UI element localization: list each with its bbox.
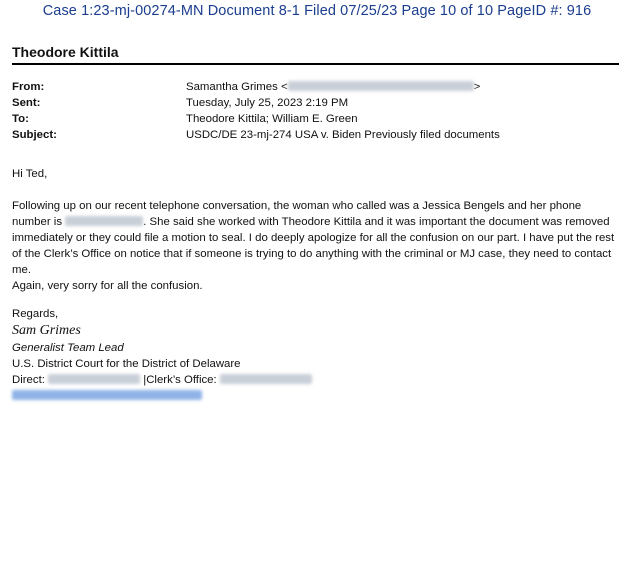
sent-value: Tuesday, July 25, 2023 2:19 PM bbox=[186, 97, 349, 109]
to-value: Theodore Kittila; William E. Green bbox=[186, 113, 358, 125]
from-name: Samantha Grimes < bbox=[186, 81, 288, 93]
job-title: Generalist Team Lead bbox=[12, 342, 124, 354]
greeting: Hi Ted, bbox=[12, 168, 48, 180]
from-value-end: > bbox=[473, 81, 481, 93]
regards: Regards, bbox=[12, 308, 59, 320]
contact-line: Direct: |Clerk’s Office: bbox=[12, 372, 620, 388]
redacted-phone-number bbox=[65, 216, 143, 226]
signature: Sam Grimes bbox=[12, 323, 81, 338]
email-body bbox=[12, 166, 620, 404]
mailbox-owner-name: Theodore Kittila bbox=[12, 44, 119, 60]
subject-value: USDC/DE 23-mj-274 USA v. Biden Previously filed documents bbox=[186, 129, 500, 141]
case-header: Case 1:23-mj-00274-MN Document 8-1 Filed 07/25/23 Page 10 of 10 PageID #: 916 bbox=[42, 3, 592, 19]
to-label: To: bbox=[12, 113, 29, 125]
subject-label: Subject: bbox=[12, 129, 57, 141]
header-divider bbox=[12, 63, 619, 65]
sent-label: Sent: bbox=[12, 97, 41, 109]
court-name: U.S. District Court for the District of Delaware bbox=[12, 358, 241, 370]
redacted-office-number bbox=[220, 374, 312, 384]
redacted-direct-number bbox=[48, 374, 140, 384]
paragraph-2: Again, very sorry for all the confusion. bbox=[12, 280, 203, 292]
redacted-email-address bbox=[288, 81, 474, 91]
paragraph-1: Following up on our recent telephone conversation, the woman who called was a Jessica Bengels and her phone number is . She said she worked with Theodore Kittila and it was important the document was removed immediately or they could file a motion to seal. I do deeply apologize for all the confusion on our part. I have put the rest of the Clerk’s Office on notice that if someone is trying to do anything with the criminal or MJ case, they need to contact me. bbox=[12, 200, 615, 276]
from-label: From: bbox=[12, 81, 45, 93]
email-link-line bbox=[12, 388, 620, 404]
redacted-email-link[interactable] bbox=[12, 390, 202, 400]
from-value bbox=[186, 79, 480, 95]
